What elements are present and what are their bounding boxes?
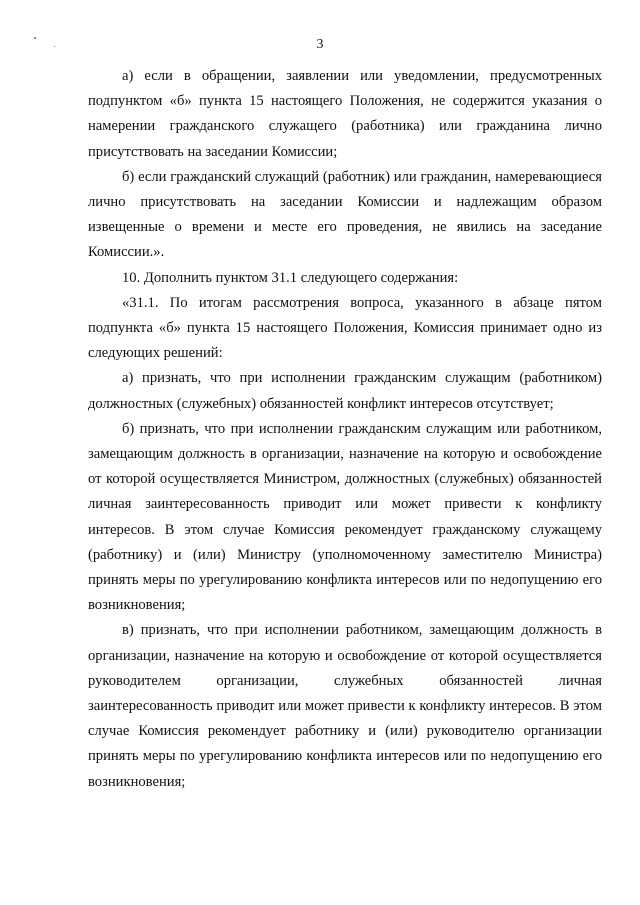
document-body xyxy=(88,64,602,795)
paragraph-decision-b: б) признать, что при исполнении гражданским служащим или работником, замещающим должность в организации, назначение на которую и освобождение от которой осуществляется Министром, должностных (служебных) обязанностей личная заинтересованность приводит или может привести к конфликту интересов. В этом случае Комиссия рекомендует гражданскому служащему (работнику) и (или) Министру (уполномоченному заместителю Министра) принять меры по урегулированию конфликта интересов или по недопущению его возникновения; xyxy=(88,420,602,614)
paragraph-decision-c: в) признать, что при исполнении работником, замещающим должность в организации, назначение на которую и освобождение от которой осуществляется руководителем организации, служебных обязанностей личная заинтересованность приводит или может привести к конфликту интересов. В этом случае Комиссия рекомендует работнику и (или) руководителю организации принять меры по урегулированию конфликта интересов или по недопущению его возникновения; xyxy=(88,622,602,790)
page-number: 3 xyxy=(316,37,324,52)
paragraph-a-no-intent: а) если в обращении, заявлении или уведомлении, предусмотренных подпунктом «б» пункта 15 настоящего Положения, не содержится указания о намерении гражданского служащего (работника) или гражданина лично присутствовать на заседании Комиссии; xyxy=(88,68,602,160)
paragraph-31-1-intro: «31.1. По итогам рассмотрения вопроса, указанного в абзаце пятом подпункта «б» пункта 15 настоящего Положения, Комиссия принимает одно из следующих решений: xyxy=(88,294,602,362)
paragraph-decision-a: а) признать, что при исполнении гражданским служащим (работником) должностных (служебных) обязанностей конфликт интересов отсутствует; xyxy=(88,370,602,412)
paragraph-b-no-show: б) если гражданский служащий (работник) или гражданин, намеревающиеся лично присутствовать на заседании Комиссии и надлежащим образом извещенные о времени и месте его проведения, не явились на заседание Комиссии.». xyxy=(88,168,602,261)
paragraph-item-10: 10. Дополнить пунктом 31.1 следующего содержания: xyxy=(122,269,459,286)
